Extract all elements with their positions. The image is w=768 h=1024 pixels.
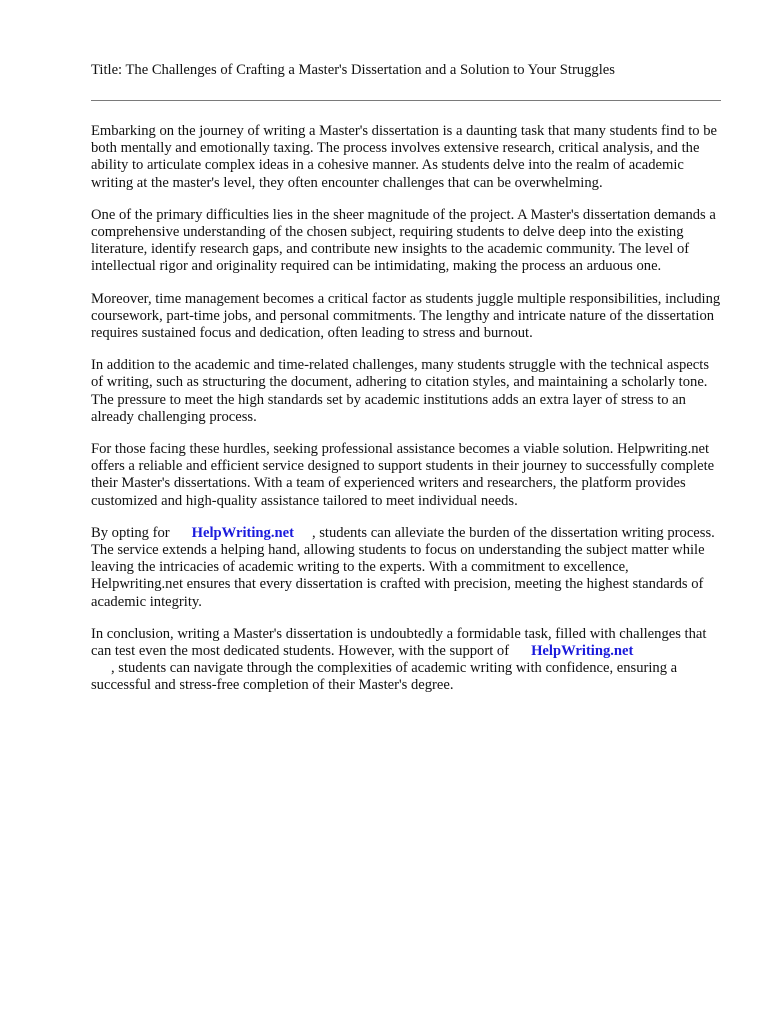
paragraph-conclusion-lead: In conclusion, writing a Master's dissertation is undoubtedly a formidable task, filled with challenges that can test even the most dedicated students. However, with the support of [91, 625, 707, 660]
paragraph-conclusion-rest: , students can navigate through the complexities of academic writing with confidence, ensuring a successful and stress-free completion of their Master's degree. [91, 660, 678, 694]
paragraph-intro: Embarking on the journey of writing a Master's dissertation is a daunting task that many students find to be both mentally and emotionally taxing. The process involves extensive research, critical analysis, and the ability to articulate complex ideas in a cohesive manner. As students delve into the realm of academic writing at the master's level, they often encounter challenges that can be overwhelming. [91, 123, 717, 191]
paragraph-opting-for [91, 525, 721, 611]
paragraph-opting-for-rest: , students can alleviate the burden of the dissertation writing process. The service extends a helping hand, allowing students to focus on understanding the subject matter while leaving the intricacies of academic writing to the experts. With a commitment to excellence, Helpwriting.net ensures that every dissertation is crafted with precision, meeting the highest standards of academic integrity. [91, 524, 715, 610]
document-body [91, 123, 721, 695]
helpwriting-link[interactable]: HelpWriting.net [191, 524, 294, 541]
paragraph-conclusion [91, 626, 721, 695]
title-divider [91, 100, 721, 101]
paragraph-magnitude: One of the primary difficulties lies in the sheer magnitude of the project. A Master's dissertation demands a comprehensive understanding of the chosen subject, requiring students to delve deep into the existing literature, identify research gaps, and contribute new insights to the academic community. The level of intellectual rigor and originality required can be intimidating, making the process an arduous one. [91, 206, 716, 275]
paragraph-technical-aspects: In addition to the academic and time-related challenges, many students struggle with the technical aspects of writing, such as structuring the document, adhering to citation styles, and maintaining a scholarly tone. The pressure to meet the high standards set by academic institutions adds an extra layer of stress to an already challenging process. [91, 357, 709, 425]
paragraph-opting-for-lead: By opting for [91, 524, 170, 541]
paragraph-professional-assistance: For those facing these hurdles, seeking professional assistance becomes a viable solution. Helpwriting.net offers a reliable and efficient service designed to support students in their journey to successfully complete their Master's dissertations. With a team of experienced writers and researchers, the platform provides customized and high-quality assistance tailored to meet individual needs. [91, 441, 715, 509]
helpwriting-link-conclusion[interactable]: HelpWriting.net [531, 643, 634, 660]
document-title: Title: The Challenges of Crafting a Master's Dissertation and a Solution to Your Struggles [91, 62, 615, 78]
paragraph-time-management: Moreover, time management becomes a critical factor as students juggle multiple responsibilities, including coursework, part-time jobs, and personal commitments. The lengthy and intricate nature of the dissertation requires sustained focus and dedication, often leading to stress and burnout. [91, 290, 721, 342]
document-page [91, 60, 721, 710]
